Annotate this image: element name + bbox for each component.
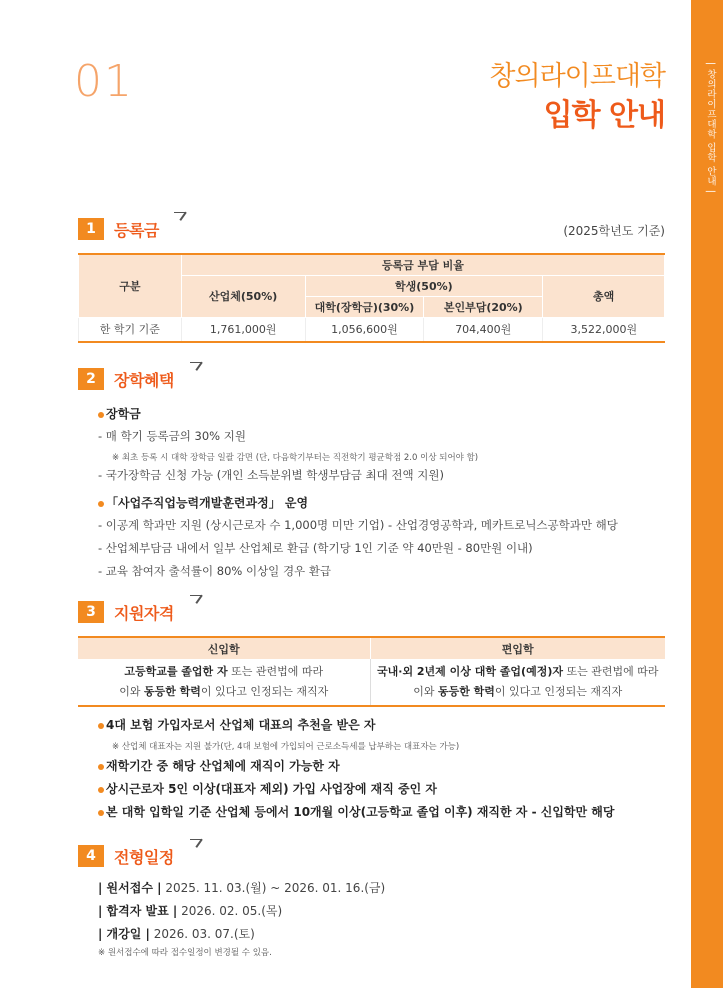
schedule-note: ※ 원서접수에 따라 접수일정이 변경될 수 있음. bbox=[98, 948, 272, 958]
page-title-line2: 입학 안내 bbox=[543, 98, 665, 133]
side-bar bbox=[691, 0, 723, 988]
page-number: 01 bbox=[74, 56, 134, 107]
cell-transfer-admission: 국내·외 2년제 이상 대학 졸업(예정)자 또는 관련법에 따라 이와 동등한 학력이 있다고 인정되는 재직자 bbox=[370, 659, 665, 706]
cell-total: 3,522,000원 bbox=[543, 317, 665, 342]
bullet-dot-icon bbox=[98, 723, 104, 729]
cell-new-admission: 고등학교를 졸업한 자 또는 관련법에 따라 이와 동등한 학력이 있다고 인정되는 재직자 bbox=[78, 659, 370, 706]
schedule-announcement: | 합격자 발표 | 2026. 02. 05.(목) bbox=[98, 904, 283, 918]
bullet-dot-icon bbox=[98, 787, 104, 793]
tuition-table bbox=[78, 253, 665, 343]
schedule-application: | 원서접수 | 2025. 11. 03.(월) ~ 2026. 01. 16.(금) bbox=[98, 881, 386, 895]
bullet-scholarship: 장학금 bbox=[98, 405, 141, 422]
table-row bbox=[78, 659, 665, 706]
page-title-line1: 창의라이프대학 bbox=[489, 61, 665, 92]
qualification-condition: 4대 보험 가입자로서 산업체 대표의 추천을 받은 자 bbox=[98, 716, 375, 733]
section-heading-tuition bbox=[78, 218, 159, 240]
schedule-semester-start: | 개강일 | 2026. 03. 07.(토) bbox=[98, 927, 255, 941]
section-title: 지원자격 bbox=[114, 603, 174, 623]
header-transfer-admission: 편입학 bbox=[370, 637, 665, 659]
qualification-note: ※ 산업체 대표자는 지원 불가(단, 4대 보험에 가입되어 근로소득세를 납부하는 대표자는 가능) bbox=[112, 742, 460, 752]
table-row bbox=[79, 317, 665, 342]
training-line: - 이공계 학과만 지원 (상시근로자 수 1,000명 미만 기업) - 산업경영공학과, 메카트로닉스공학과만 해당 bbox=[98, 518, 618, 532]
section-heading-scholarship bbox=[78, 368, 174, 390]
header-ratio: 등록금 부담 비율 bbox=[181, 254, 664, 275]
qualification-condition: 재학기간 중 해당 산업체에 재직이 가능한 자 bbox=[98, 757, 340, 774]
section-title: 장학혜택 bbox=[114, 370, 174, 390]
reference-year: (2025학년도 기준) bbox=[563, 224, 665, 238]
bullet-dot-icon bbox=[98, 412, 104, 418]
bullet-dot-icon bbox=[98, 501, 104, 507]
section-number: 4 bbox=[78, 845, 104, 867]
header-total: 총액 bbox=[543, 275, 665, 317]
row-label: 한 학기 기준 bbox=[79, 317, 182, 342]
scholarship-line: - 국가장학금 신청 가능 (개인 소득분위별 학생부담금 최대 전액 지원) bbox=[98, 468, 444, 482]
bullet-dot-icon bbox=[98, 764, 104, 770]
cell-scholarship: 1,056,600원 bbox=[305, 317, 424, 342]
section-number: 2 bbox=[78, 368, 104, 390]
header-self-pay: 본인부담(20%) bbox=[424, 296, 543, 317]
section-slash-decoration bbox=[174, 212, 186, 224]
bullet-dot-icon bbox=[98, 810, 104, 816]
section-heading-qualification bbox=[78, 601, 174, 623]
scholarship-line: - 매 학기 등록금의 30% 지원 bbox=[98, 429, 246, 443]
section-slash-decoration bbox=[190, 839, 202, 851]
section-title: 전형일정 bbox=[114, 847, 174, 867]
section-number: 1 bbox=[78, 218, 104, 240]
section-slash-decoration bbox=[190, 595, 202, 607]
cell-company: 1,761,000원 bbox=[181, 317, 305, 342]
header-new-admission: 신입학 bbox=[78, 637, 370, 659]
section-title: 등록금 bbox=[114, 220, 159, 240]
qualification-condition: 본 대학 입학일 기준 산업체 등에서 10개월 이상(고등학교 졸업 이후) 재직한 자 - 신입학만 해당 bbox=[98, 803, 614, 820]
qualification-table bbox=[78, 636, 665, 707]
section-heading-schedule bbox=[78, 845, 174, 867]
qualification-condition: 상시근로자 5인 이상(대표자 제외) 가입 사업장에 재직 중인 자 bbox=[98, 780, 437, 797]
scholarship-note: ※ 최초 등록 시 대학 장학금 일괄 감면 (단, 다음학기부터는 직전학기 평균학점 2.0 이상 되어야 함) bbox=[112, 453, 479, 463]
training-line: - 산업체부담금 내에서 일부 산업체로 환급 (학기당 1인 기준 약 40만원 - 80만원 이내) bbox=[98, 541, 533, 555]
header-company: 산업체(50%) bbox=[181, 275, 305, 317]
section-slash-decoration bbox=[190, 362, 202, 374]
section-number: 3 bbox=[78, 601, 104, 623]
header-student: 학생(50%) bbox=[305, 275, 543, 296]
side-label: | 창의라이프대학 입학 안내 | bbox=[705, 62, 716, 194]
header-category: 구분 bbox=[79, 254, 182, 317]
header-scholarship: 대학(장학금)(30%) bbox=[305, 296, 424, 317]
training-line: - 교육 참여자 출석률이 80% 이상일 경우 환급 bbox=[98, 564, 332, 578]
bullet-training-program: 「사업주직업능력개발훈련과정」 운영 bbox=[98, 494, 308, 511]
cell-self-pay: 704,400원 bbox=[424, 317, 543, 342]
